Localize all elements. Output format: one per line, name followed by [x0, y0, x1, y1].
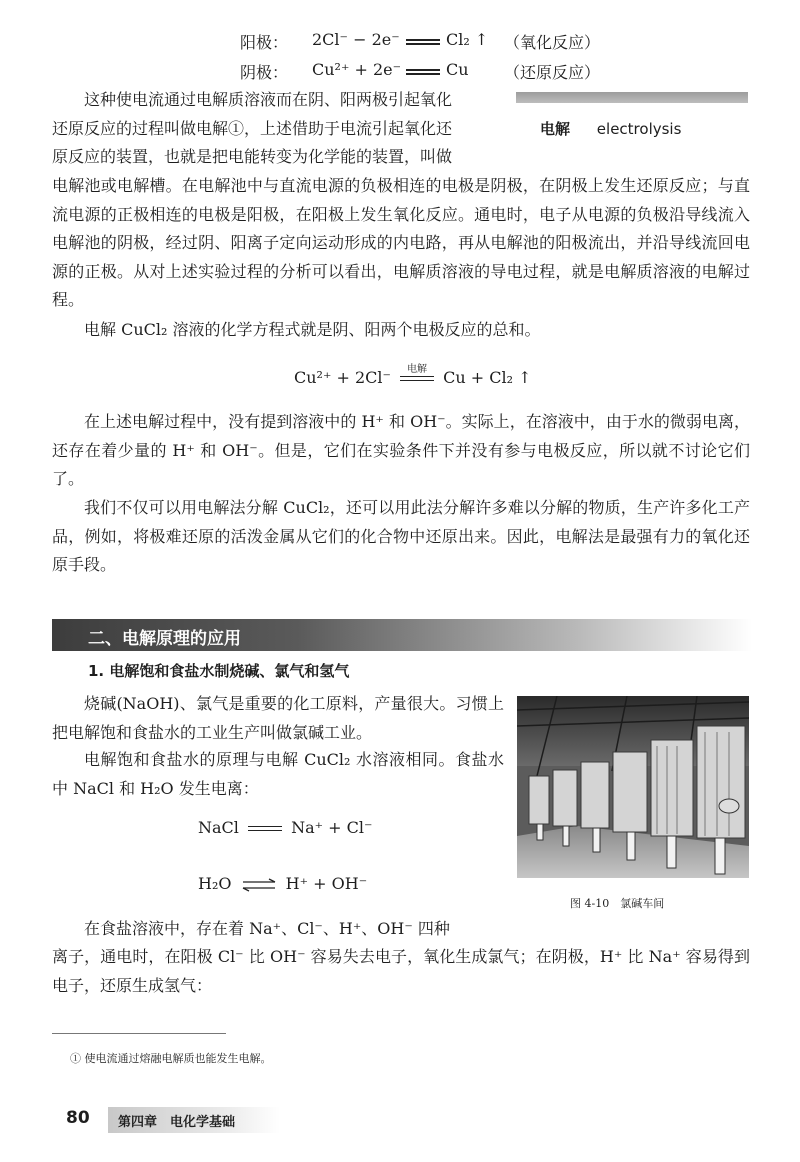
equals-sign	[406, 65, 440, 79]
cathode-label: 阴极：	[240, 63, 289, 82]
reversible-arrow-icon	[241, 878, 277, 892]
anode-label: 阳极：	[240, 33, 289, 52]
overall-lhs: Cu²⁺ + 2Cl⁻	[294, 368, 391, 387]
equals-sign	[248, 822, 282, 836]
section-title: 二、电解原理的应用	[88, 629, 241, 649]
paragraph-2: 电解 CuCl₂ 溶液的化学方程式就是阴、阳两个电极反应的总和。	[84, 320, 541, 339]
paragraph-7-head: 在食盐溶液中，存在着 Na⁺、Cl⁻、H⁺、OH⁻ 四种	[84, 919, 450, 938]
nacl-rhs: Na⁺ + Cl⁻	[291, 818, 373, 837]
nacl-lhs: NaCl	[198, 818, 239, 837]
water-rhs: H⁺ + OH⁻	[285, 874, 368, 893]
water-lhs: H₂O	[198, 874, 232, 893]
section-banner	[52, 619, 752, 651]
paragraph-5: 烧碱(NaOH)、氯气是重要的化工原料，产量很大。习惯上把电解饱和食盐水的工业生产叫做氯碱工业。	[52, 694, 504, 742]
para1-line3: 原反应的装置，也就是把电能转变为化学能的装置，叫做	[52, 147, 453, 167]
paragraph-4: 我们不仅可以用电解法分解 CuCl₂，还可以用此法分解许多难以分解的物质，生产许多化工产品，例如，将极难还原的活泼金属从它们的化合物中还原出来。因此，电解法是最强有力的氧化还原手段。	[52, 498, 750, 575]
chlor-alkali-photo	[517, 696, 749, 878]
condition-label: 电解	[407, 363, 428, 375]
sidebar-term	[516, 103, 748, 139]
paragraph-1-head	[52, 86, 504, 172]
overall-equation	[294, 363, 532, 387]
anode-note: （氧化反应）	[504, 33, 601, 52]
sidebar-bar	[516, 92, 748, 103]
term-english: electrolysis	[596, 120, 682, 138]
figure-caption: 图 4-10 氯碱车间	[570, 897, 665, 910]
paragraph-7-rest: 离子，通电时，在阳极 Cl⁻ 比 OH⁻ 容易失去电子，氧化生成氯气；在阴极，H⁺ 比 Na⁺ 容易得到电子，还原生成氢气：	[52, 947, 750, 995]
para1-line2: 还原反应的过程叫做电解①，上述借助于电流引起氧化还	[52, 118, 453, 138]
chapter-tab	[108, 1107, 280, 1133]
term-sidebar	[516, 92, 748, 164]
water-ionization	[198, 874, 367, 893]
para1-line1: 这种使电流通过电解质溶液而在阴、阳两极引起氧化	[84, 90, 453, 109]
paragraph-6: 电解饱和食盐水的原理与电解 CuCl₂ 水溶液相同。食盐水中 NaCl 和 H₂O 发生电离：	[52, 750, 504, 798]
paragraph-1-rest	[52, 172, 750, 315]
para1-rest: 电解池或电解槽。在电解池中与直流电源的负极相连的电极是阴极，在阴极上发生还原反应；与直流电源的正极相连的电极是阳极，在阳极上发生氧化反应。通电时，电子从电源的负极沿导线流入电解池的阴极，经过阴、阳离子定向运动形成的内电路，再从电解池的阳极流出，并沿导线流回电源的正极。从对上述实验过程的分析可以看出，电解质溶液的导电过程，就是电解质溶液的电解过程。	[52, 176, 750, 310]
cathode-note: （还原反应）	[504, 63, 601, 82]
footnote-rule	[52, 1033, 226, 1034]
chapter-label: 第四章 电化学基础	[118, 1115, 236, 1130]
cathode-lhs: Cu²⁺ + 2e⁻	[312, 60, 402, 79]
subsection-title: 1. 电解饱和食盐水制烧碱、氯气和氢气	[88, 662, 350, 680]
anode-lhs: 2Cl⁻ − 2e⁻	[312, 30, 400, 49]
page-number: 80	[66, 1108, 90, 1128]
term-chinese: 电解	[540, 120, 571, 138]
equals-sign	[406, 35, 440, 49]
electrolysis-equals	[400, 363, 434, 386]
anode-rhs: Cl₂ ↑	[446, 30, 489, 49]
paragraph-3: 在上述电解过程中，没有提到溶液中的 H⁺ 和 OH⁻。实际上，在溶液中，由于水的微弱电离，还存在着少量的 H⁺ 和 OH⁻。但是，它们在实验条件下并没有参与电极反应，所以就不讨论它们了。	[52, 412, 750, 489]
cathode-rhs: Cu	[446, 60, 469, 79]
footnote: ① 使电流通过熔融电解质也能发生电解。	[70, 1052, 272, 1065]
overall-rhs: Cu + Cl₂ ↑	[443, 368, 532, 387]
nacl-ionization	[198, 818, 372, 837]
